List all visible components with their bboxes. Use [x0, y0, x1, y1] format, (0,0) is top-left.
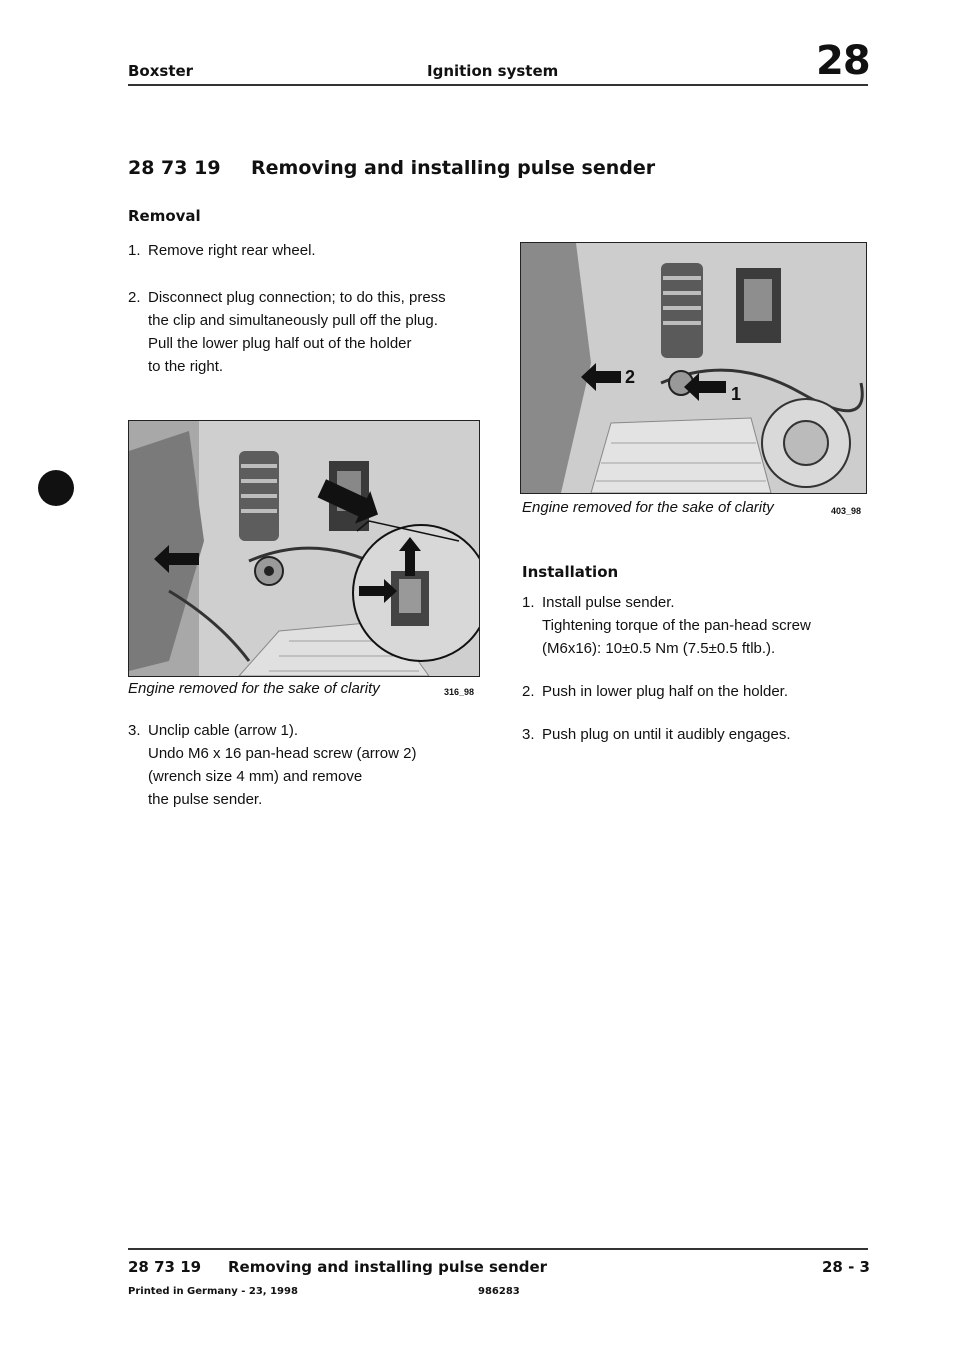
- step-text: the pulse sender.: [148, 791, 263, 808]
- step-number: 1.: [522, 594, 535, 611]
- step-text: the clip and simultaneously pull off the plug.: [148, 312, 438, 329]
- step-number: 3.: [128, 722, 141, 739]
- step-text: Tightening torque of the pan-head screw: [542, 617, 811, 634]
- header-rule: [128, 84, 868, 86]
- figure-316-engine-photo: [128, 420, 480, 677]
- arrow-2-label: 2: [625, 367, 636, 387]
- removal-step-1: [128, 239, 488, 263]
- engine-photo-illustration: [521, 243, 866, 493]
- section-title: Removing and installing pulse sender: [251, 157, 656, 179]
- footer-rule: [128, 1248, 868, 1250]
- removal-step-2: [128, 286, 488, 382]
- figure-403-code: 403_98: [831, 506, 862, 516]
- arrow-1-label: 1: [731, 384, 742, 404]
- step-text: (M6x16): 10±0.5 Nm (7.5±0.5 ftlb.).: [542, 640, 776, 657]
- step-text: Push plug on until it audibly engages.: [542, 726, 791, 743]
- footer-printed: Printed in Germany - 23, 1998: [128, 1286, 298, 1297]
- installation-step-1: [522, 591, 882, 663]
- installation-step-2: [522, 680, 882, 704]
- step-number: 2.: [128, 289, 141, 306]
- figure-403-caption: Engine removed for the sake of clarity: [522, 499, 774, 516]
- removal-step-3: [128, 719, 488, 815]
- footer-page-number: 28 - 3: [822, 1258, 870, 1276]
- installation-heading: Installation: [522, 563, 619, 581]
- figure-316-caption: Engine removed for the sake of clarity: [128, 680, 380, 697]
- section-code: 28 73 19: [128, 157, 221, 179]
- step-text: Push in lower plug half on the holder.: [542, 683, 788, 700]
- step-text: Install pulse sender.: [542, 594, 675, 611]
- step-text: (wrench size 4 mm) and remove: [148, 768, 363, 785]
- step-number: 3.: [522, 726, 535, 743]
- removal-heading: Removal: [128, 207, 201, 225]
- step-text: Pull the lower plug half out of the holder: [148, 335, 412, 352]
- step-text: Remove right rear wheel.: [148, 242, 316, 259]
- figure-316-code: 316_98: [444, 687, 475, 697]
- installation-step-3: [522, 723, 882, 747]
- binder-hole: [38, 470, 74, 506]
- header-chapter: 28: [816, 38, 870, 84]
- engine-photo-illustration: [129, 421, 479, 676]
- step-text: to the right.: [148, 358, 224, 375]
- header-section: Ignition system: [427, 62, 559, 80]
- step-number: 2.: [522, 683, 535, 700]
- footer-title: Removing and installing pulse sender: [228, 1258, 548, 1276]
- figure-403-engine-photo: [520, 242, 867, 494]
- step-number: 1.: [128, 242, 141, 259]
- footer-code: 28 73 19: [128, 1258, 202, 1276]
- step-text: Unclip cable (arrow 1).: [148, 722, 299, 739]
- step-text: Disconnect plug connection; to do this, press: [148, 289, 446, 306]
- step-text: Undo M6 x 16 pan-head screw (arrow 2): [148, 745, 417, 762]
- header-model: Boxster: [128, 62, 194, 80]
- footer-part-number: 986283: [478, 1286, 520, 1297]
